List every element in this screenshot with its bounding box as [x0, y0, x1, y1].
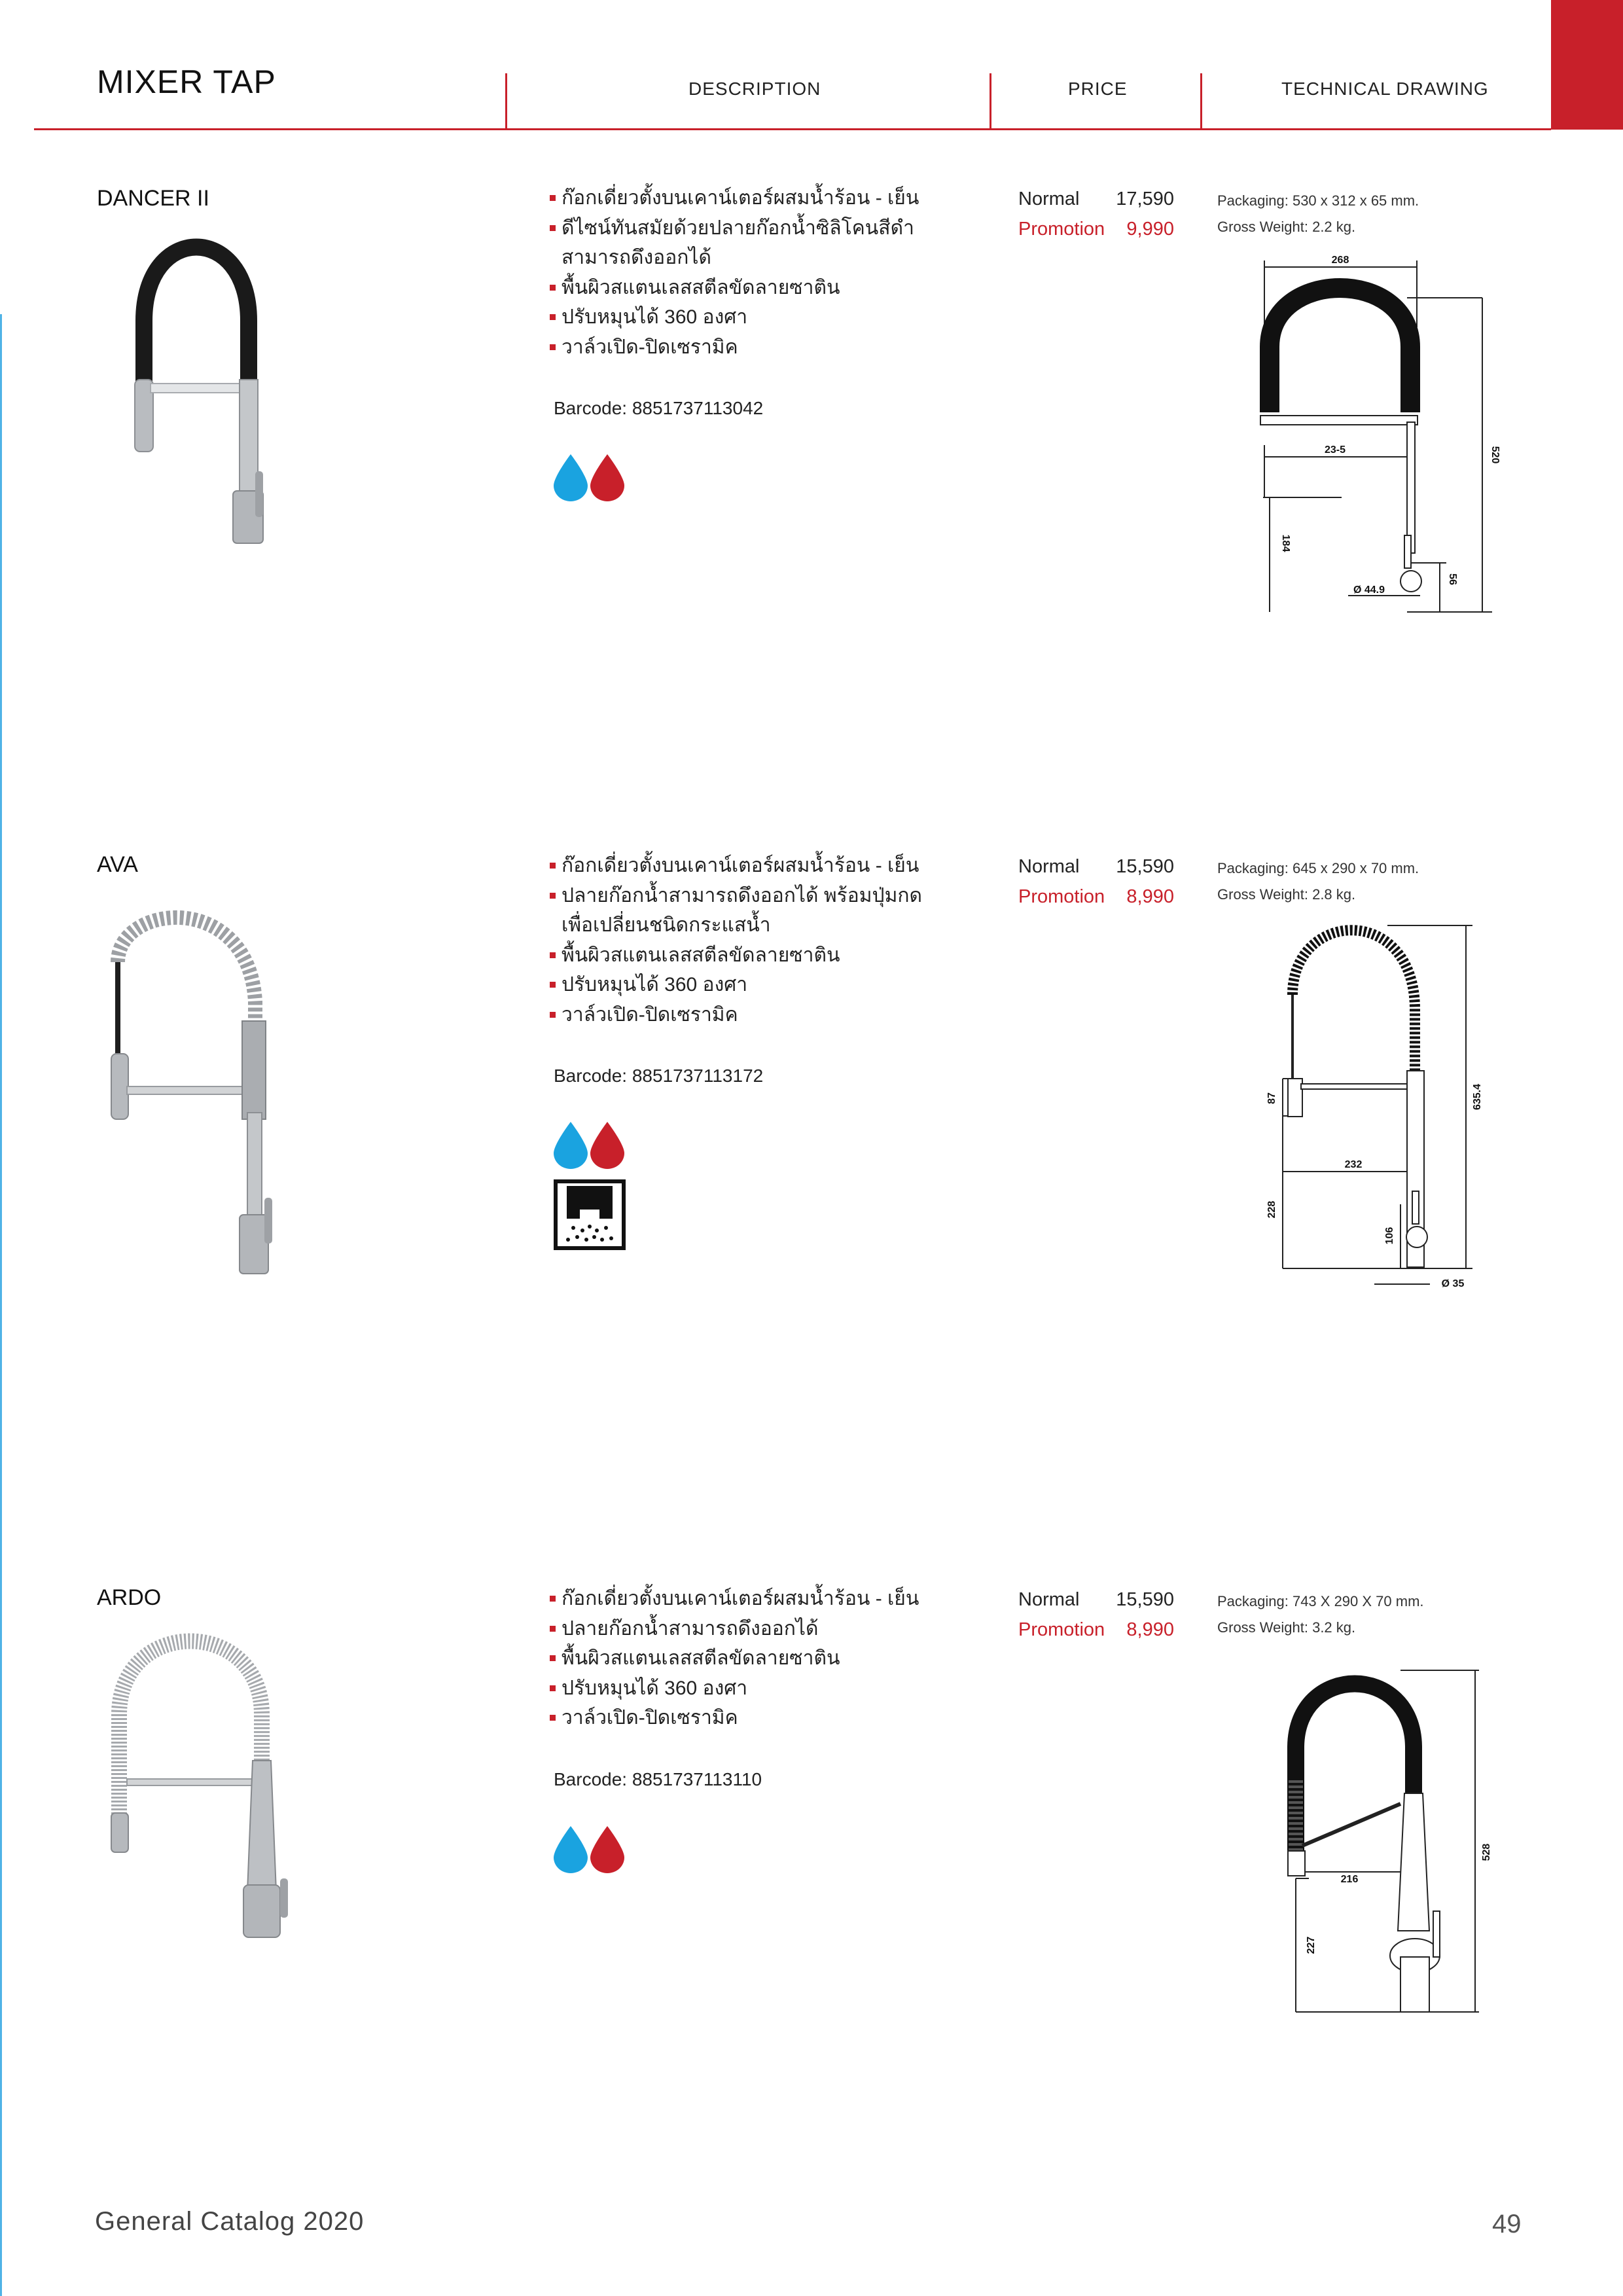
spray-mode-icon	[554, 1179, 626, 1250]
feature-list	[550, 183, 955, 362]
gross-weight: Gross Weight: 2.8 kg.	[1217, 886, 1356, 903]
hot-cold-water-icon	[551, 1823, 627, 1873]
hot-cold-water-icon	[551, 452, 627, 501]
normal-price: 17,590	[1116, 188, 1174, 209]
column-heading-price: PRICE	[1068, 79, 1128, 99]
normal-price: 15,590	[1116, 856, 1174, 877]
feature-item: ก๊อกเดี่ยวตั้งบนเคาน์เตอร์ผสมน้ำร้อน - เย็น	[550, 851, 955, 881]
feature-item: ปลายก๊อกน้ำสามารถดึงออกได้	[550, 1614, 955, 1644]
product-photo	[98, 223, 308, 550]
dim-height: 520	[1489, 446, 1501, 464]
header-divider	[990, 73, 991, 130]
product-name: ARDO	[97, 1585, 162, 1610]
feature-item: ปรับหมุนได้ 360 องศา	[550, 970, 955, 1000]
promotion-price-label: Promotion	[1018, 1619, 1105, 1640]
feature-item: ปรับหมุนได้ 360 องศา	[550, 302, 955, 332]
column-heading-drawing: TECHNICAL DRAWING	[1281, 79, 1489, 99]
packaging-size: Packaging: 645 x 290 x 70 mm.	[1217, 860, 1419, 876]
feature-item: ก๊อกเดี่ยวตั้งบนเคาน์เตอร์ผสมน้ำร้อน - เย็น	[550, 1584, 955, 1614]
feature-item: พื้นผิวสแตนเลสสตีลขัดลายซาติน	[550, 273, 955, 303]
normal-price-label: Normal	[1018, 1589, 1080, 1610]
header-divider	[505, 73, 507, 130]
dim-base: 56	[1447, 573, 1458, 585]
promotion-price: 8,990	[1126, 886, 1174, 907]
feature-item: วาล์วเปิด-ปิดเซรามิค	[550, 1703, 955, 1733]
column-heading-description: DESCRIPTION	[688, 79, 821, 99]
dim-top: 87	[1266, 1092, 1277, 1104]
dim-width: 268	[1331, 255, 1349, 266]
feature-item-continued: สามารถดึงออกได้	[562, 247, 711, 268]
feature-item: ดีไซน์ทันสมัยด้วยปลายก๊อกน้ำซิลิโคนสีดำ	[550, 213, 955, 243]
technical-drawing	[1270, 1662, 1518, 2016]
barcode: Barcode: 8851737113042	[554, 398, 764, 418]
gross-weight: Gross Weight: 2.2 kg.	[1217, 219, 1356, 235]
technical-drawing	[1230, 249, 1518, 615]
dim-reach: 23-5	[1324, 444, 1346, 456]
dim-spout: 184	[1280, 534, 1291, 552]
technical-drawing	[1243, 916, 1505, 1296]
hot-cold-water-icon	[551, 1119, 627, 1169]
dim-reach: 232	[1344, 1159, 1363, 1170]
dim-height: 528	[1481, 1843, 1492, 1861]
header-rule	[34, 128, 1551, 130]
feature-list	[550, 1584, 955, 1733]
gross-weight: Gross Weight: 3.2 kg.	[1217, 1619, 1356, 1636]
feature-item-continued: เพื่อเปลี่ยนชนิดกระแสน้ำ	[562, 914, 771, 936]
dim-reach: 216	[1340, 1874, 1359, 1885]
feature-item: ปรับหมุนได้ 360 องศา	[550, 1674, 955, 1704]
page-title: MIXER TAP	[97, 63, 276, 100]
promotion-price-label: Promotion	[1018, 219, 1105, 240]
left-edge-stripe	[0, 314, 2, 2296]
normal-price-label: Normal	[1018, 188, 1080, 209]
page-number: 49	[1492, 2210, 1522, 2238]
packaging-size: Packaging: 743 X 290 X 70 mm.	[1217, 1593, 1424, 1609]
feature-item: ก๊อกเดี่ยวตั้งบนเคาน์เตอร์ผสมน้ำร้อน - เย็น	[550, 183, 955, 213]
feature-item: ปลายก๊อกน้ำสามารถดึงออกได้ พร้อมปุ่มกด	[550, 881, 955, 911]
normal-price-label: Normal	[1018, 856, 1080, 877]
dim-spout: 228	[1266, 1200, 1277, 1219]
barcode: Barcode: 8851737113110	[554, 1769, 762, 1789]
product-name: AVA	[97, 852, 138, 877]
catalog-title: General Catalog 2020	[95, 2207, 365, 2236]
product-photo	[98, 1617, 321, 1957]
corner-tab	[1551, 0, 1623, 130]
feature-item: พื้นผิวสแตนเลสสตีลขัดลายซาติน	[550, 1643, 955, 1674]
header-divider	[1200, 73, 1202, 130]
packaging-size: Packaging: 530 x 312 x 65 mm.	[1217, 192, 1419, 209]
dim-base: 106	[1384, 1227, 1395, 1245]
promotion-price: 8,990	[1126, 1619, 1174, 1640]
feature-item: วาล์วเปิด-ปิดเซรามิค	[550, 1000, 955, 1030]
promotion-price-label: Promotion	[1018, 886, 1105, 907]
feature-list	[550, 851, 955, 1030]
product-name: DANCER II	[97, 186, 209, 211]
barcode: Barcode: 8851737113172	[554, 1066, 764, 1086]
dim-diameter: Ø 35	[1441, 1278, 1465, 1289]
dim-diameter: Ø 44.9	[1353, 584, 1385, 596]
product-photo	[98, 890, 308, 1283]
dim-height: 635.4	[1472, 1083, 1483, 1111]
normal-price: 15,590	[1116, 1589, 1174, 1610]
dim-spout: 227	[1306, 1936, 1317, 1954]
feature-item: วาล์วเปิด-ปิดเซรามิค	[550, 332, 955, 363]
feature-item: พื้นผิวสแตนเลสสตีลขัดลายซาติน	[550, 941, 955, 971]
promotion-price: 9,990	[1126, 219, 1174, 240]
